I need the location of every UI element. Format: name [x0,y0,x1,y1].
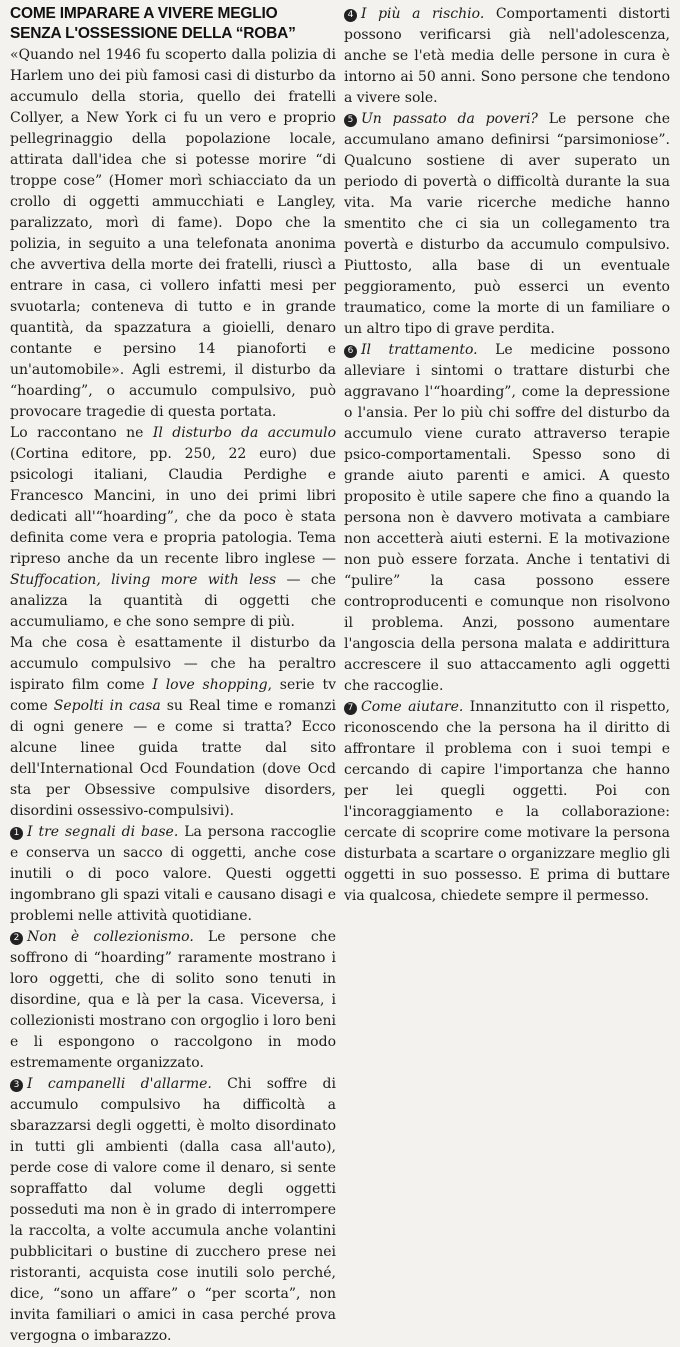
article-columns [10,4,670,1347]
number-badge-7: 7 [344,702,357,715]
number-badge-3: 3 [10,1079,23,1092]
number-badge-4: 4 [344,9,357,22]
section-6-title: Il trattamento. [361,342,478,358]
section-7: 7 Come aiutare. Innanzitutto con il rispetto, riconoscendo che la persona ha il diritto di affrontare il problema con i suoi tempi e cercando di capire l'importanza che hanno per lei quegli oggetti. Poi con l'incoraggiamento e la collaborazione: cercate di scoprire come motivare la persona disturbata a scartare o organizzare meglio gli oggetti in suo possesso. E prima di buttare via qualcosa, chiedete sempre il permesso. [344,699,670,904]
book-title: Il disturbo da accumulo [152,425,337,441]
headline-line-2: SENZA L'OSSESSIONE DELLA “ROBA” [10,25,296,42]
section-5: 5 Un passato da poveri? Le persone che accumulano amano definirsi “parsimoniose”. Qualcuno sostiene di aver superato un periodo di povertà o difficoltà durante la sua vita. Ma varie ricerche mediche hanno smentito che ci sia un collegamento tra povertà e disturbo da accumulo compulsivo. Piuttosto, alla base di un eventuale peggioramento, può esserci un evento traumatico, come la morte di un familiare o un altro tipo di grave perdita. [344,111,670,337]
section-3: 3 I campanelli d'allarme. Chi soffre di accumulo compulsivo ha difficoltà a sbarazzarsi degli oggetti, è molto disordinato in tutti gli ambienti (dalla casa all'auto), perde cose di valore come il denaro, si sente sopraffatto dal volume degli oggetti posseduti ma non è in grado di interrompere la raccolta, a volte accumula anche volantini pubblicitari o bustine di zucchero prese nei ristoranti, acquista cose inutili solo perché, dice, “sono un affare” o “per scorta”, non invita familiari o amici in casa perché prova vergogna o imbarazzo. [10,1076,336,1344]
right-column [344,4,670,1347]
headline-line-1: COME IMPARARE A VIVERE MEGLIO [10,5,278,22]
number-badge-5: 5 [344,114,357,127]
book-title-english: Stuffocation, living more with less [10,572,277,588]
section-4-title: I più a rischio. [361,6,485,22]
section-5-title: Un passato da poveri? [361,111,538,127]
paragraph-book: Lo raccontano ne Il disturbo da accumulo (Cortina editore, pp. 250, 22 euro) due psicologi italiani, Claudia Perdighe e Francesco Mancini, in uno dei primi libri dedicati all'“hoarding”, che da poco è stata definita come vera e propria patologia. Tema ripreso anche da un recente libro inglese — Stuffocation, living more with less — che analizza la quantità di oggetti che accumuliamo, e che sono sempre di più. [10,425,337,630]
number-badge-6: 6 [344,345,357,358]
number-badge-2: 2 [10,932,23,945]
article-headline [10,4,336,44]
section-4: 4 I più a rischio. Comportamenti distorti possono verificarsi già nell'adolescenza, anche se l'età media delle persone in cura è intorno ai 50 anni. Sono persone che tendono a vivere sole. [344,6,670,106]
left-column [10,4,336,1347]
section-2: 2 Non è collezionismo. Le persone che soffrono di “hoarding” raramente mostrano i loro oggetti, che di solito sono tenuti in disordine, qua e là per la casa. Viceversa, i collezionisti mostrano con orgoglio i loro beni e li espongono o raccolgono in modo estremamente organizzato. [10,929,336,1071]
section-2-title: Non è collezionismo. [27,929,194,945]
series-title: Sepolti in casa [53,698,161,714]
section-1: 1 I tre segnali di base. La persona raccoglie e conserva un sacco di oggetti, anche cose inutili o di poco valore. Questi oggetti ingombrano gli spazi vitali e causano disagi e problemi nelle attività quotidiane. [10,824,336,924]
section-7-title: Come aiutare. [361,699,464,715]
section-1-title: I tre segnali di base. [27,824,179,840]
number-badge-1: 1 [10,827,23,840]
paragraph-definition: Ma che cosa è esattamente il disturbo da accumulo compulsivo — che ha peraltro ispirato film come I love shopping, serie tv come Sepolti in casa su Real time e romanzi di ogni genere — e come si tratta? Ecco alcune linee guida tratte dal sito dell'International Ocd Foundation (dove Ocd sta per Obsessive compulsive disorders, disordini ossessivo-compulsivi). [10,635,337,819]
section-6: 6 Il trattamento. Le medicine possono alleviare i sintomi o trattare disturbi che aggravano l'“hoarding”, come la depressione o l'ansia. Per lo più chi soffre del disturbo da accumulo viene curato attraverso terapie psico-comportamentali. Spesso sono di grande aiuto parenti e amici. A questo proposito è utile sapere che fino a quando la persona non è davvero motivata a cambiare non accetterà aiuti esterni. E la motivazione non può essere forzata. Anche i tentativi di “pulire” la casa possono essere controproducenti e comunque non risolvono il problema. Anzi, possono aumentare l'angoscia della persona malata e addirittura accrescere il suo attaccamento agli oggetti che raccoglie. [344,342,670,694]
intro-paragraph: «Quando nel 1946 fu scoperto dalla polizia di Harlem uno dei più famosi casi di disturbo da accumulo della storia, quello dei fratelli Collyer, a New York ci fu un vero e proprio pellegrinaggio della popolazione locale, attirata dall'idea che si potesse morire “di troppe cose” (Homer morì schiacciato da un crollo di oggetti ammucchiati e Langley, paralizzato, morì di fame). Dopo che la polizia, in seguito a una telefonata anonima che avvertiva della morte dei fratelli, riuscì a entrare in casa, ci vollero infatti mesi per svuotarla; conteneva di tutto e in grande quantità, da spazzatura a gioielli, denaro contante e persino 14 pianoforti e un'automobile». Agli estremi, il disturbo da “hoarding”, o accumulo compulsivo, può provocare tragedie di questa portata. [10,47,336,420]
film-title: I love shopping [152,677,268,693]
section-3-title: I campanelli d'allarme. [27,1076,212,1092]
